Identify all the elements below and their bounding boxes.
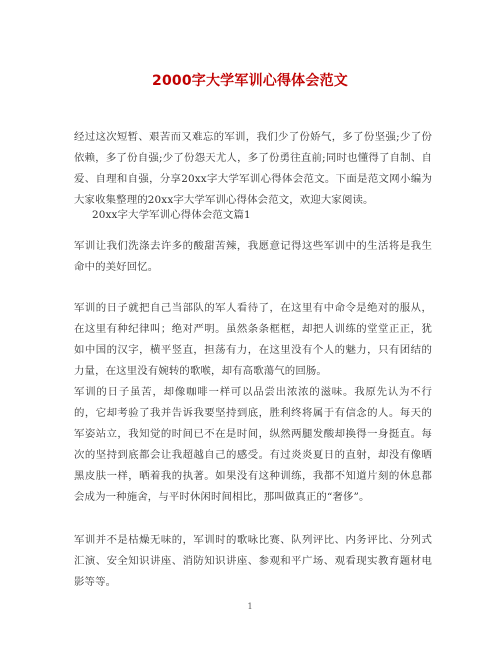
document-title: 2000字大学军训心得体会范文 xyxy=(152,73,348,89)
body-paragraph: 军训并不是枯燥无味的，军训时的歌咏比赛、队列评比、内务评比、分列式汇演、安全知识讲座、消防知识讲座、参观和平广场、观看现实教育题材电影等等。 xyxy=(74,534,432,588)
intro-paragraph: 经过这次短暂、艰苦而又难忘的军训，我们少了份娇气，多了份坚强;少了份依赖，多了份自强;少了份怨天尤人，多了份勇往直前;同时也懂得了自制、自爱、自理和自强，分享20xx字大学军训心得体会范文。下面是范文网小编为大家收集整理的20xx字大学军训心得体会范文，欢迎大家阅读。 xyxy=(74,131,432,206)
section-heading: 20xx字大学军训心得体会范文篇1 xyxy=(92,209,251,221)
body-paragraph: 军训的日子虽苦，却像咖啡一样可以品尝出浓浓的滋味。我原先认为不行的，它却考验了我并告诉我要坚持到底，胜利终将属于有信念的人。每天的军姿站立，我知觉的时间已不在是时间，纵然两腿发酸却换得一身挺直。每次的坚持到底都会让我超越自己的感受。有过炎炎夏日的直射，却没有像晒黑皮肤一样，晒着我的执著。如果没有这种训练，我都不知道片刻的休息都会成为一种施舍，与平时休闲时间相比，那叫做真正的“奢侈”。 xyxy=(74,386,432,503)
body-paragraph: 军训的日子就把自己当部队的军人看待了，在这里有中命令是绝对的服从，在这里有种纪律叫；绝对严明。虽然条条框框，却把人训练的堂堂正正，犹如中国的汉字，横平竖直，担荡有力，在这里没有个人的魅力，只有团结的力量，在这里没有婉转的歌喉，却有高歌蕩气的回肠。 xyxy=(74,302,432,377)
page-number: 1 xyxy=(247,602,253,611)
body-paragraph: 军训让我们洗涤去许多的酸甜苦辣，我愿意记得这些军训中的生活将是我生命中的美好回忆。 xyxy=(74,240,432,273)
